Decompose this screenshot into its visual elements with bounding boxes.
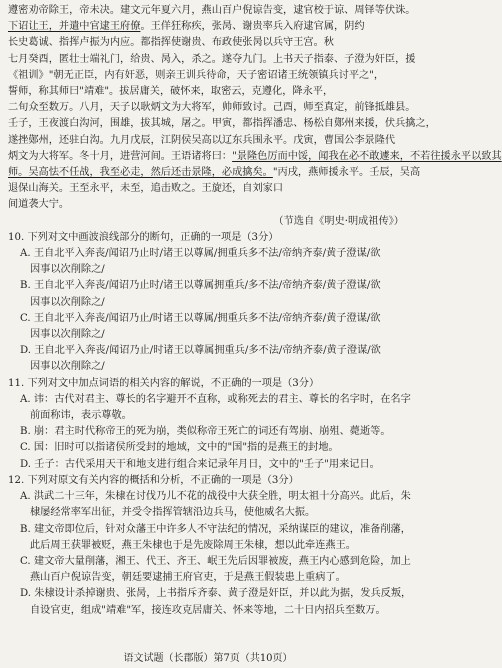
answer-option-continued: 此后周王获罪被贬，燕王朱棣也于是先废除周王朱棣，想以此牵连燕王。: [30, 539, 356, 551]
answer-option-continued: 因事以次削除之/: [30, 264, 105, 276]
passage-text: 遂挫鄚州，还驻白沟。九月戊辰，江阴侯吴高以辽东兵围永平。戊寅，曹国公李景隆代: [8, 134, 396, 146]
passage-text: 退保山海关。王至永平，未至，追击败之。王旋还，自刘家口: [8, 183, 284, 195]
underlined-text: 下诏让王，并遣中官逮王府僚: [8, 21, 141, 33]
answer-option: C. 建文帝大量削藩，湘王、代王、齐王、岷王先后因罪被废，燕王内心感到危险，加上: [20, 555, 411, 567]
answer-option-continued: 自设官吏，组成"靖难"军，接连攻克居庸关、怀来等地，二十日内招兵至数万。: [30, 604, 386, 616]
passage-text: 遵密劝帝除王，帝未决。建文元年夏六月，燕山百户倪谅告变，逮官校于谅、周铎等伏诛。: [8, 5, 416, 16]
answer-option: D. 朱棣设计杀掉谢贵、张昺，上书指斥齐泰、黄子澄是奸臣，并以此为据，发兵反叛，: [20, 588, 412, 600]
question-stem: [8, 230, 408, 246]
passage-line: [8, 68, 408, 84]
answer-option-continued: 棣屡经常率军出征，并受令指挥管辖沿边兵马，使他威名大振。: [30, 507, 316, 519]
passage-text: 《祖训》"朝无正臣，内有奸恶，则亲王训兵待命，天子密诏诸王统领镇兵讨平之"，: [8, 69, 385, 81]
passage-text: 壬子，王夜渡白沟河，围雄，拔其城，屠之。甲寅，都指挥潘忠、杨松自鄚州来援，伏兵擒之，: [8, 118, 436, 130]
source-citation: （节选自《明史·明成祖传》）: [273, 215, 404, 227]
answer-option: B. 建文帝即位后，针对众藩王中许多人不守法纪的情况，采纳谋臣的建议，准备削藩，: [20, 523, 411, 535]
questions: [8, 230, 412, 619]
passage-text: 誓师，称其师曰"靖难"。拔居庸关，破怀来，取密云，克遵化，降永平，: [8, 86, 334, 98]
answer-option-continued: 燕山百户倪谅告变，朝廷要逮捕王府官吏，于是燕王假装患上重病了。: [30, 572, 346, 584]
passage: [8, 3, 502, 214]
answer-option-continued: 前面称讳，表示尊敬。: [30, 410, 132, 422]
answer-option: B. 崩：君主时代称帝王的死为崩，类似称帝王死亡的词还有驾崩、崩殂、薨逝等。: [20, 426, 391, 438]
passage-line: [8, 52, 416, 68]
answer-option-continued: 因事以次削除之/: [30, 296, 105, 308]
question-text: 12. 下列对原文有关内容的概括和分析，不正确的一项是（3分）: [8, 474, 299, 486]
passage-text: 炳文为大将军。冬十月，进营河间。王语诸将曰：: [8, 150, 233, 162]
question-text: 11. 下列对文中加点词语的相关内容的解说，不正确的一项是（3分）: [8, 377, 320, 389]
passage-text: 间道袭大宁。: [8, 199, 70, 211]
answer-option: D. 王自北平入奔丧/闻诏乃止/时诸王以尊属拥重兵/多不法/帝纳齐泰/黄子澄谋/欲: [20, 345, 381, 357]
passage-line: [8, 35, 408, 51]
answer-option-continued: 因事以次削除之/: [30, 329, 105, 341]
answer-option: C. 国：旧时可以指诸侯所受封的地域，文中的"国"指的是燕王的封地。: [20, 442, 339, 454]
passage-line: [8, 133, 408, 149]
passage-line: [8, 19, 408, 35]
page-footer: 语文试题（长郡版）第7页（共10页）: [123, 653, 293, 664]
answer-option: B. 王自北平入奔丧/闻诏乃止时/诸王以尊属拥重兵/多不法/帝纳齐泰/黄子澄谋/欲: [20, 280, 381, 292]
question-stem: [8, 376, 408, 392]
passage-text: "丙戌，燕师援永平。壬辰，吴高: [272, 167, 421, 179]
underlined-text: "景隆色厉而中馁，闻我在必不敢遽来，不若往援永平以致其: [232, 150, 502, 162]
passage-line: [8, 116, 436, 132]
passage-line: [8, 197, 408, 213]
passage-line: [8, 149, 502, 165]
passage-text: 二旬众至数万。八月，天子以耿炳文为大将军，帅师致讨。己酉，师至真定，前锋抵雄县。: [8, 102, 416, 114]
question-stem: [8, 473, 408, 489]
underlined-text: 师。吴高怯不任战，我至必走，然后还击景隆，必成擒矣。: [8, 167, 273, 179]
answer-option: A. 洪武二十三年，朱棣在讨伐乃儿不花的战役中大获全胜，明太祖十分高兴。此后，朱: [20, 491, 411, 503]
answer-option: C. 王自北平入奔丧/闻诏乃止/时诸王以尊属/拥重兵多不法/帝纳齐泰/黄子澄谋/欲: [20, 312, 381, 324]
passage-text: 。王佯狂称疾，张昺、谢贵率兵入府逮官属，阴约: [140, 21, 365, 33]
answer-option: A. 讳：古代对君主、尊长的名字避开不直称，或称死去的君主、尊长的名字时，在名字: [20, 393, 411, 405]
passage-line: [8, 100, 416, 116]
passage-line: [8, 3, 416, 19]
question-text: 10. 下列对文中画波浪线部分的断句，正确的一项是（3分）: [8, 231, 279, 243]
passage-line: [8, 181, 408, 197]
answer-option: D. 壬子：古代采用天干和地支进行组合来记录年月日，文中的"壬子"用来记日。: [20, 458, 380, 470]
passage-text: 长史葛诚、指挥卢振为内应。都指挥使谢贵、布政使张昺以兵守王宫。秋: [8, 37, 334, 49]
passage-text: 七月癸酉，匿壮士端礼门，给贵、昺入，杀之。遂夺九门。上书天子指泰、子澄为奸臣，援: [8, 53, 416, 65]
answer-option-continued: 因事以次削除之/: [30, 361, 105, 373]
passage-line: [8, 84, 408, 100]
answer-option: A. 王自北平入奔丧/闻诏乃止时/诸王以尊属/拥重兵多不法/帝纳齐泰/黄子澄谋/欲: [20, 248, 381, 260]
passage-line: [8, 165, 421, 181]
